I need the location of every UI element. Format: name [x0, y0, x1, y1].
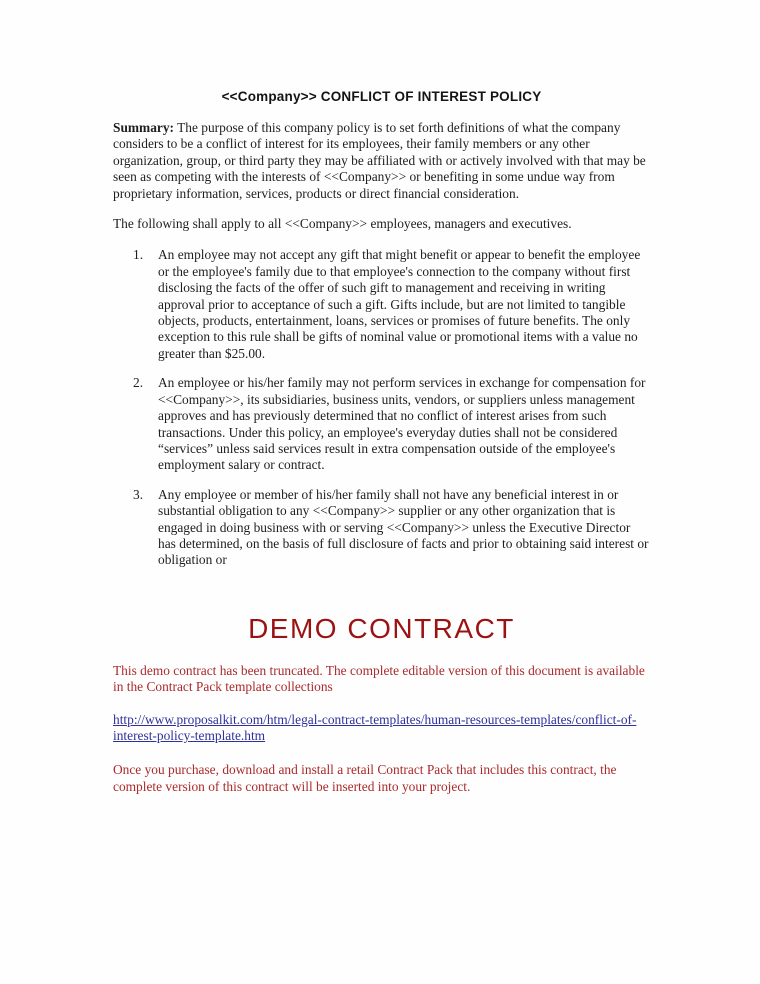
purchase-notice: Once you purchase, download and install a retail Contract Pack that includes this contract, the complete version of this contract will be inserted into your project. [113, 762, 617, 794]
list-item-text: Any employee or member of his/her family shall not have any beneficial interest in or substantial obligation to any <<Company>> supplier or any other organization that is engaged in doing business with or serving <<Company>> unless the Executive Director has determined, on the basis of full disclosure of facts and prior to obtaining said interest or obligation or [158, 486, 649, 568]
summary-text: The purpose of this company policy is to set forth definitions of what the company considers to be a conflict of interest for its employees, their family members or any other organization, group, or third party they may be affiliated with or actively involved with that may be seen as competing with the interests of <<Company>> or benefiting in some undue way from proprietary information, services, products or direct financial consideration. [113, 120, 646, 201]
list-item [113, 487, 650, 569]
document-title: <<Company>> CONFLICT OF INTEREST POLICY [221, 89, 542, 104]
summary-label: Summary: [113, 120, 174, 135]
template-url-link[interactable]: http://www.proposalkit.com/htm/legal-contract-templates/human-resources-templates/conflict-of-interest-policy-template.htm [113, 711, 637, 743]
list-item [113, 375, 650, 473]
demo-contract-heading: DEMO CONTRACT [248, 612, 515, 644]
template-link-paragraph [113, 712, 650, 745]
policy-list [113, 247, 650, 568]
truncation-notice: This demo contract has been truncated. The complete editable version of this document is available in the Contract Pack template collections [113, 662, 645, 695]
list-item-number: 2. [133, 375, 144, 391]
list-item-number: 3. [133, 486, 144, 502]
list-item-text: An employee or his/her family may not perform services in exchange for compensation for <<Company>>, its subsidiaries, business units, vendors, or suppliers unless management approves and has previously determined that no conflict of interest arises from such transactions. Under this policy, an employee's everyday duties shall not be considered “services” unless said services result in extra compensation outside of the employee's employment salary or contract. [158, 375, 646, 473]
applicability-line: The following shall apply to all <<Company>> employees, managers and executives. [113, 216, 572, 232]
document-content [113, 0, 650, 795]
list-item [113, 247, 650, 362]
list-item-number: 1. [133, 247, 144, 263]
summary-paragraph [113, 120, 650, 202]
list-item-text: An employee may not accept any gift that might benefit or appear to benefit the employee or the employee's family due to that employee's connection to the company without first disclosing the facts of the offer of such gift to management and receiving in writing approval prior to acceptance of such a gift. Gifts include, but are not limited to tangible objects, products, entertainment, loans, services or promises of future benefits. The only exception to this rule shall be gifts of nominal value or promotional items with a value no greater than $25.00. [158, 247, 641, 361]
